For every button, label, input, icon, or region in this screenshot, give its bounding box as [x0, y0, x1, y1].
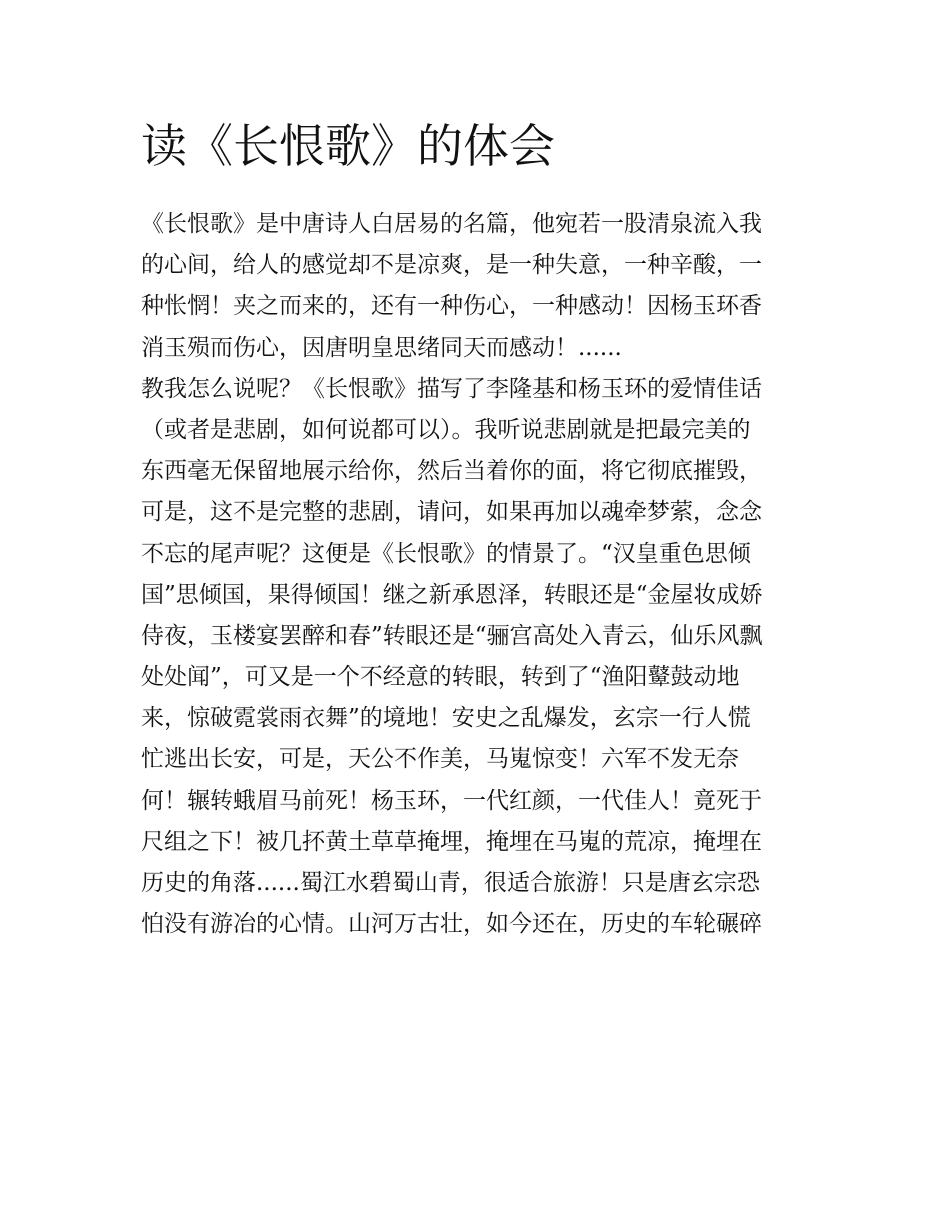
text-line: 忙逃出长安，可是，天公不作美，马嵬惊变！六军不发无奈 [141, 746, 739, 773]
text-line: 的心间，给人的感觉却不是凉爽，是一种失意，一种辛酸，一 [141, 252, 762, 279]
text-line: 教我怎么说呢？《长恨歌》描写了李隆基和杨玉环的爱情佳话 [141, 375, 762, 402]
text-line: 历史的角落......蜀江水碧蜀山青，很适合旅游！只是唐玄宗恐 [141, 870, 760, 896]
text-line: 来，惊破霓裳雨衣舞”的境地！安史之乱爆发，玄宗一行人慌 [141, 705, 751, 732]
text-line: 可是，这不是完整的悲剧，请问，如果再加以魂牵梦萦，念念 [141, 499, 762, 526]
text-line: 怕没有游冶的心情。山河万古壮，如今还在，历史的车轮碾碎 [141, 911, 762, 938]
text-line: 处处闻”，可又是一个不经意的转眼，转到了“渔阳鼙鼓动地 [141, 664, 740, 691]
text-line: 尺组之下！被几抔黄土草草掩埋，掩埋在马嵬的荒凉，掩埋在 [141, 828, 762, 855]
text-line: 侍夜，玉楼宴罢醉和春”转眼还是“骊宫高处入青云，仙乐风飘 [141, 622, 763, 649]
document-title: 读《长恨歌》的体会 [141, 119, 555, 173]
text-line: 不忘的尾声呢？这便是《长恨歌》的情景了。“汉皇重色思倾 [141, 540, 751, 567]
text-line: 何！辗转蛾眉马前死！杨玉环，一代红颜，一代佳人！竟死于 [141, 787, 762, 814]
text-line: 东西毫无保留地展示给你，然后当着你的面，将它彻底摧毁， [141, 458, 762, 485]
text-line: 消玉殒而伤心，因唐明皇思绪同天而感动！...... [141, 334, 622, 361]
document-page [141, 106, 813, 945]
document-body [141, 204, 813, 945]
text-line: （或者是悲剧，如何说都可以）。我听说悲剧就是把最完美的 [141, 416, 751, 443]
text-line: 种怅惘！夹之而来的，还有一种伤心，一种感动！因杨玉环香 [141, 293, 762, 320]
text-line: 《长恨歌》是中唐诗人白居易的名篇，他宛若一股清泉流入我 [141, 211, 762, 237]
text-line: 国”思倾国，果得倾国！继之新承恩泽，转眼还是“金屋妆成娇 [141, 581, 763, 608]
